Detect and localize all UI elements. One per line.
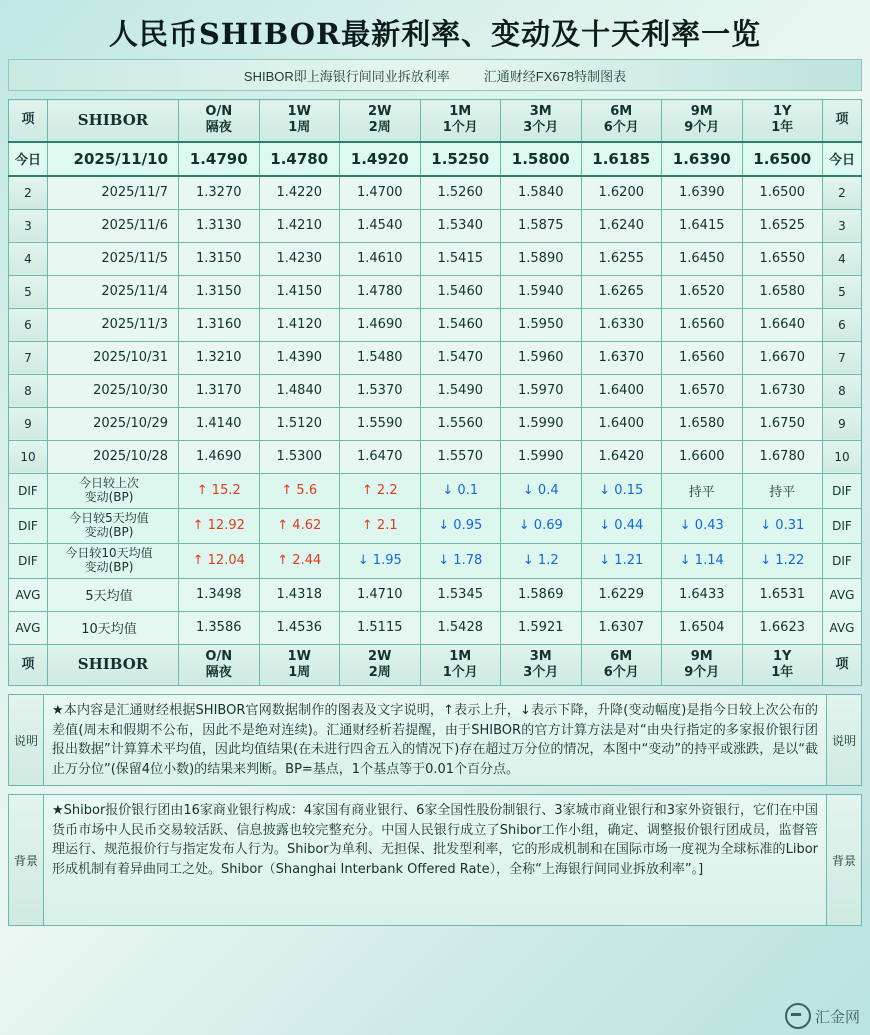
rate-cell-1: 1.5300 [259, 440, 340, 473]
row-index-right: 10 [823, 440, 862, 473]
dif-cell-5: ↓ 1.21 [581, 543, 662, 578]
dif-cell-5: ↓ 0.44 [581, 508, 662, 543]
avg-cell-2: 1.4710 [340, 578, 421, 611]
header-index-left: 项 [9, 644, 48, 686]
table-row [9, 275, 862, 308]
row-date: 2025/11/3 [48, 308, 179, 341]
rate-cell-6: 1.6560 [662, 308, 743, 341]
row-date: 2025/10/28 [48, 440, 179, 473]
arrow-up-icon: ↑ [192, 518, 204, 533]
arrow-down-icon: ↓ [522, 483, 534, 498]
dif-cell-6: ↓ 0.43 [662, 508, 743, 543]
dif-cell-7: ↓ 1.22 [742, 543, 823, 578]
row-index-left: 8 [9, 374, 48, 407]
dif-index-right: DIF [823, 508, 862, 543]
rate-cell-7: 1.6640 [742, 308, 823, 341]
subtitle-right: 汇通财经FX678特制图表 [483, 68, 627, 84]
arrow-down-icon: ↓ [679, 518, 691, 533]
rate-cell-3: 1.5470 [420, 341, 501, 374]
row-date: 2025/11/7 [48, 176, 179, 210]
table-row [9, 440, 862, 473]
rate-cell-3: 1.5490 [420, 374, 501, 407]
avg-cell-3: 1.5428 [420, 611, 501, 644]
rate-cell-5: 1.6420 [581, 440, 662, 473]
row-index-right: 5 [823, 275, 862, 308]
table-header-row [9, 644, 862, 686]
rate-cell-0: 1.3270 [179, 176, 260, 210]
header-col-6: 9M 9个月 [662, 644, 743, 686]
arrow-down-icon: ↓ [357, 553, 369, 568]
header-index-right: 项 [823, 644, 862, 686]
rate-cell-3: 1.5340 [420, 209, 501, 242]
row-index-left: 4 [9, 242, 48, 275]
arrow-up-icon: ↑ [361, 483, 373, 498]
avg-index-right: AVG [823, 611, 862, 644]
avg-row [9, 578, 862, 611]
row-date: 2025/11/5 [48, 242, 179, 275]
rate-cell-3: 1.5460 [420, 308, 501, 341]
avg-cell-7: 1.6531 [742, 578, 823, 611]
dif-cell-0: ↑ 15.2 [179, 473, 260, 508]
rate-cell-0: 1.3130 [179, 209, 260, 242]
dif-row [9, 543, 862, 578]
dif-cell-0: ↑ 12.04 [179, 543, 260, 578]
row-date: 2025/10/30 [48, 374, 179, 407]
header-col-4: 3M 3个月 [501, 644, 582, 686]
background-side-label-right: 背景 [826, 795, 861, 925]
dif-cell-5: ↓ 0.15 [581, 473, 662, 508]
table-row [9, 176, 862, 210]
avg-cell-3: 1.5345 [420, 578, 501, 611]
explain-side-label-left: 说明 [9, 695, 44, 785]
arrow-down-icon: ↓ [522, 553, 534, 568]
table-row [9, 242, 862, 275]
dif-row [9, 508, 862, 543]
rate-cell-1: 1.4210 [259, 209, 340, 242]
row-index-left: 7 [9, 341, 48, 374]
rate-cell-0: 1.4690 [179, 440, 260, 473]
background-note [8, 794, 862, 926]
dif-cell-2: ↑ 2.1 [340, 508, 421, 543]
avg-cell-1: 1.4318 [259, 578, 340, 611]
watermark-text: 汇金网 [814, 1008, 860, 1026]
dif-cell-7: ↓ 0.31 [742, 508, 823, 543]
dif-cell-7: 持平 [742, 473, 823, 508]
avg-index-left: AVG [9, 578, 48, 611]
rate-cell-0: 1.3160 [179, 308, 260, 341]
row-index-right: 2 [823, 176, 862, 210]
dif-cell-2: ↑ 2.2 [340, 473, 421, 508]
rate-cell-1: 1.4230 [259, 242, 340, 275]
arrow-down-icon: ↓ [599, 518, 611, 533]
avg-cell-0: 1.3586 [179, 611, 260, 644]
rate-cell-2: 1.4780 [340, 275, 421, 308]
header-col-7: 1Y 1年 [742, 644, 823, 686]
arrow-up-icon: ↑ [281, 483, 293, 498]
avg-cell-6: 1.6504 [662, 611, 743, 644]
header-col-4: 3M 3个月 [501, 100, 582, 142]
dif-index-left: DIF [9, 473, 48, 508]
dif-cell-2: ↓ 1.95 [340, 543, 421, 578]
row-index-left: 6 [9, 308, 48, 341]
rate-cell-0: 1.3210 [179, 341, 260, 374]
rate-cell-4: 1.5840 [501, 176, 582, 210]
rate-cell-6: 1.6450 [662, 242, 743, 275]
row-index-left: 5 [9, 275, 48, 308]
avg-cell-5: 1.6229 [581, 578, 662, 611]
row-date: 2025/10/31 [48, 341, 179, 374]
shibor-table [8, 99, 862, 686]
avg-row [9, 611, 862, 644]
header-col-2: 2W 2周 [340, 644, 421, 686]
rate-cell-1: 1.4840 [259, 374, 340, 407]
rate-cell-2: 1.5480 [340, 341, 421, 374]
avg-label: 10天均值 [48, 611, 179, 644]
rate-cell-2: 1.4700 [340, 176, 421, 210]
avg-cell-0: 1.3498 [179, 578, 260, 611]
rate-cell-2: 1.4610 [340, 242, 421, 275]
row-index-left: 10 [9, 440, 48, 473]
arrow-down-icon: ↓ [518, 518, 530, 533]
rate-cell-5: 1.6255 [581, 242, 662, 275]
arrow-up-icon: ↑ [277, 518, 289, 533]
rate-cell-2: 1.4920 [340, 142, 421, 176]
header-col-7: 1Y 1年 [742, 100, 823, 142]
header-col-5: 6M 6个月 [581, 100, 662, 142]
dif-cell-4: ↓ 1.2 [501, 543, 582, 578]
rate-cell-1: 1.4120 [259, 308, 340, 341]
dif-index-right: DIF [823, 543, 862, 578]
rate-cell-3: 1.5260 [420, 176, 501, 210]
avg-cell-4: 1.5921 [501, 611, 582, 644]
header-col-1: 1W 1周 [259, 100, 340, 142]
avg-cell-6: 1.6433 [662, 578, 743, 611]
table-header-row [9, 100, 862, 142]
rate-cell-4: 1.5940 [501, 275, 582, 308]
dif-index-right: DIF [823, 473, 862, 508]
arrow-up-icon: ↑ [277, 553, 289, 568]
row-date: 2025/11/10 [48, 142, 179, 176]
rate-cell-7: 1.6730 [742, 374, 823, 407]
rate-cell-1: 1.4220 [259, 176, 340, 210]
header-index-left: 项 [9, 100, 48, 142]
rate-cell-2: 1.4540 [340, 209, 421, 242]
table-row [9, 209, 862, 242]
header-shibor: SHIBOR [48, 100, 179, 142]
rate-cell-2: 1.5590 [340, 407, 421, 440]
arrow-down-icon: ↓ [760, 518, 772, 533]
dif-cell-0: ↑ 12.92 [179, 508, 260, 543]
header-col-0: O/N 隔夜 [179, 644, 260, 686]
header-col-3: 1M 1个月 [420, 644, 501, 686]
rate-cell-4: 1.5990 [501, 440, 582, 473]
dif-cell-4: ↓ 0.4 [501, 473, 582, 508]
explain-note [8, 694, 862, 786]
rate-cell-6: 1.6570 [662, 374, 743, 407]
rate-cell-2: 1.4690 [340, 308, 421, 341]
dif-index-left: DIF [9, 508, 48, 543]
row-date: 2025/10/29 [48, 407, 179, 440]
table-row [9, 142, 862, 176]
row-date: 2025/11/6 [48, 209, 179, 242]
page-title: 人民币SHIBOR最新利率、变动及十天利率一览 [108, 17, 762, 51]
arrow-down-icon: ↓ [679, 553, 691, 568]
rate-cell-6: 1.6560 [662, 341, 743, 374]
rate-cell-5: 1.6400 [581, 407, 662, 440]
rate-cell-6: 1.6600 [662, 440, 743, 473]
rate-cell-6: 1.6520 [662, 275, 743, 308]
rate-cell-4: 1.5970 [501, 374, 582, 407]
dif-cell-3: ↓ 0.1 [420, 473, 501, 508]
row-index-right: 6 [823, 308, 862, 341]
rate-cell-5: 1.6240 [581, 209, 662, 242]
background-note-text: ★Shibor报价银行团由16家商业银行构成：4家国有商业银行、6家全国性股份制银行、3家城市商业银行和3家外资银行，它们在中国货币市场中人民币交易较活跃、信息披露也较完整充分。中国人民银行成立了Shibor工作小组，确定、调整报价银行团成员，监督管理运行、规范报价行与指定发布人行为。Shibor为单利、无担保、批发型利率，它的形成机制和在国际市场一度视为全球标准的Libor形成机制有着异曲同工之处。Shibor（Shanghai Interbank Offered Rate），全称“上海银行间同业拆放利率”。] [52, 803, 818, 877]
avg-cell-2: 1.5115 [340, 611, 421, 644]
rate-cell-5: 1.6370 [581, 341, 662, 374]
dif-row [9, 473, 862, 508]
row-index-right: 今日 [823, 142, 862, 176]
explain-note-text: ★本内容是汇通财经根据SHIBOR官网数据制作的图表及文字说明，↑表示上升，↓表示下降，升降(变动幅度)是指今日较上次公布的差值(周末和假期不公布，因此不是绝对连续)。汇通财经析若提醒，由于SHIBOR的官方计算方法是对“由央行指定的多家报价银行团报出数据”计算算术平均值，因此均值结果(在未进行四舍五入的情况下)存在超过万分位的情况，本图中“变动”的持平或涨跌，是以“截止万分位”(保留4位小数)的结果来判断。BP=基点，1个基点等于0.01个百分点。 [52, 703, 818, 777]
rate-cell-6: 1.6415 [662, 209, 743, 242]
dif-cell-1: ↑ 2.44 [259, 543, 340, 578]
subtitle-left: SHIBOR即上海银行间同业拆放利率 [243, 68, 450, 84]
avg-cell-7: 1.6623 [742, 611, 823, 644]
row-index-left: 今日 [9, 142, 48, 176]
avg-label: 5天均值 [48, 578, 179, 611]
rate-cell-6: 1.6390 [662, 142, 743, 176]
rate-cell-6: 1.6580 [662, 407, 743, 440]
avg-index-right: AVG [823, 578, 862, 611]
rate-cell-4: 1.5875 [501, 209, 582, 242]
header-shibor: SHIBOR [48, 644, 179, 686]
watermark-logo-icon [785, 1003, 811, 1029]
rate-cell-4: 1.5990 [501, 407, 582, 440]
row-index-left: 2 [9, 176, 48, 210]
arrow-down-icon: ↓ [438, 518, 450, 533]
rate-cell-5: 1.6200 [581, 176, 662, 210]
avg-cell-1: 1.4536 [259, 611, 340, 644]
header-col-5: 6M 6个月 [581, 644, 662, 686]
rate-cell-1: 1.4780 [259, 142, 340, 176]
header-col-1: 1W 1周 [259, 644, 340, 686]
dif-label: 今日较10天均值 变动(BP) [48, 543, 179, 578]
row-index-right: 3 [823, 209, 862, 242]
rate-cell-1: 1.4390 [259, 341, 340, 374]
rate-cell-5: 1.6265 [581, 275, 662, 308]
rate-cell-0: 1.3170 [179, 374, 260, 407]
arrow-up-icon: ↑ [361, 518, 373, 533]
rate-cell-7: 1.6500 [742, 142, 823, 176]
background-side-label-left: 背景 [9, 795, 44, 925]
rate-cell-3: 1.5560 [420, 407, 501, 440]
rate-cell-3: 1.5250 [420, 142, 501, 176]
arrow-down-icon: ↓ [599, 483, 611, 498]
rate-cell-0: 1.3150 [179, 275, 260, 308]
rate-cell-2: 1.5370 [340, 374, 421, 407]
rate-cell-4: 1.5960 [501, 341, 582, 374]
rate-cell-7: 1.6780 [742, 440, 823, 473]
rate-cell-3: 1.5460 [420, 275, 501, 308]
header-index-right: 项 [823, 100, 862, 142]
arrow-up-icon: ↑ [196, 483, 208, 498]
rate-cell-4: 1.5950 [501, 308, 582, 341]
dif-cell-1: ↑ 4.62 [259, 508, 340, 543]
row-index-left: 9 [9, 407, 48, 440]
rate-cell-7: 1.6670 [742, 341, 823, 374]
arrow-down-icon: ↓ [438, 553, 450, 568]
arrow-down-icon: ↓ [599, 553, 611, 568]
subtitle-bar [8, 59, 862, 91]
header-col-3: 1M 1个月 [420, 100, 501, 142]
header-col-6: 9M 9个月 [662, 100, 743, 142]
table-row [9, 341, 862, 374]
rate-cell-1: 1.4150 [259, 275, 340, 308]
avg-index-left: AVG [9, 611, 48, 644]
table-row [9, 407, 862, 440]
rate-cell-0: 1.3150 [179, 242, 260, 275]
dif-cell-6: ↓ 1.14 [662, 543, 743, 578]
avg-cell-4: 1.5869 [501, 578, 582, 611]
header-col-0: O/N 隔夜 [179, 100, 260, 142]
rate-cell-7: 1.6500 [742, 176, 823, 210]
rate-cell-7: 1.6750 [742, 407, 823, 440]
explain-side-label-right: 说明 [826, 695, 861, 785]
dif-label: 今日较上次 变动(BP) [48, 473, 179, 508]
rate-cell-4: 1.5800 [501, 142, 582, 176]
rate-cell-2: 1.6470 [340, 440, 421, 473]
arrow-down-icon: ↓ [442, 483, 454, 498]
row-date: 2025/11/4 [48, 275, 179, 308]
row-index-right: 7 [823, 341, 862, 374]
table-row [9, 308, 862, 341]
watermark [785, 1003, 860, 1029]
dif-label: 今日较5天均值 变动(BP) [48, 508, 179, 543]
avg-cell-5: 1.6307 [581, 611, 662, 644]
rate-cell-1: 1.5120 [259, 407, 340, 440]
rate-cell-4: 1.5890 [501, 242, 582, 275]
row-index-right: 4 [823, 242, 862, 275]
table-row [9, 374, 862, 407]
row-index-right: 9 [823, 407, 862, 440]
dif-cell-3: ↓ 1.78 [420, 543, 501, 578]
rate-cell-7: 1.6550 [742, 242, 823, 275]
dif-cell-1: ↑ 5.6 [259, 473, 340, 508]
rate-cell-5: 1.6185 [581, 142, 662, 176]
rate-cell-3: 1.5570 [420, 440, 501, 473]
rate-cell-5: 1.6330 [581, 308, 662, 341]
rate-cell-0: 1.4140 [179, 407, 260, 440]
dif-cell-3: ↓ 0.95 [420, 508, 501, 543]
arrow-up-icon: ↑ [192, 553, 204, 568]
dif-cell-4: ↓ 0.69 [501, 508, 582, 543]
rate-cell-6: 1.6390 [662, 176, 743, 210]
rate-cell-0: 1.4790 [179, 142, 260, 176]
rate-cell-7: 1.6580 [742, 275, 823, 308]
rate-cell-5: 1.6400 [581, 374, 662, 407]
dif-index-left: DIF [9, 543, 48, 578]
header-col-2: 2W 2周 [340, 100, 421, 142]
rate-cell-3: 1.5415 [420, 242, 501, 275]
rate-cell-7: 1.6525 [742, 209, 823, 242]
dif-cell-6: 持平 [662, 473, 743, 508]
row-index-left: 3 [9, 209, 48, 242]
row-index-right: 8 [823, 374, 862, 407]
arrow-down-icon: ↓ [760, 553, 772, 568]
